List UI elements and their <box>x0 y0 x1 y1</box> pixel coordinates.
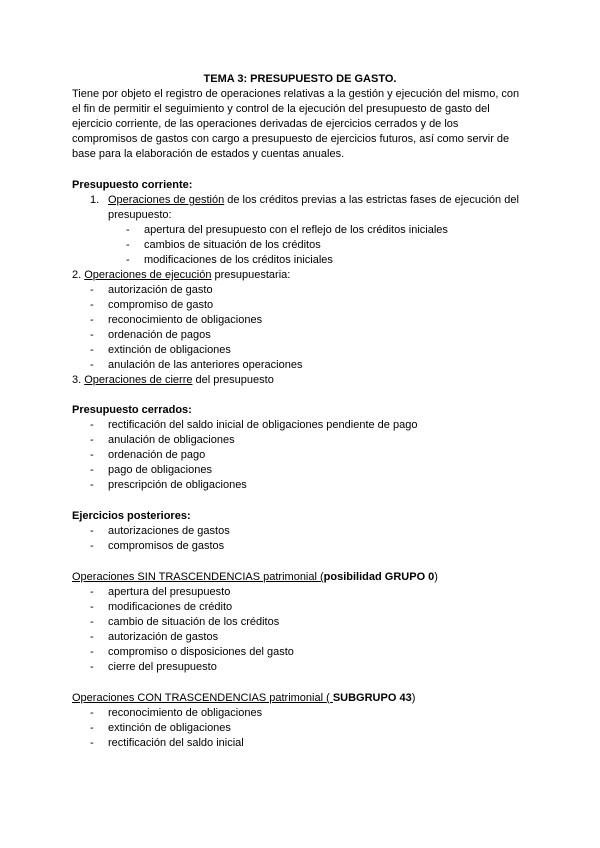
dash-bullet: - <box>90 359 94 371</box>
item-text: reconocimiento de obligaciones <box>108 314 263 326</box>
bold-term: SUBGRUPO 43 <box>332 692 412 704</box>
list-number: 1. <box>90 194 100 206</box>
item-text: cambio de situación de los créditos <box>108 616 280 628</box>
intro-line: ejercicio corriente, de las operaciones derivadas de ejercicios cerrados y de los <box>72 118 459 130</box>
item-text: extinción de obligaciones <box>108 344 231 356</box>
item-text: reconocimiento de obligaciones <box>108 707 263 719</box>
dash-bullet: - <box>90 631 94 643</box>
closing-paren: ) <box>434 571 438 583</box>
dash-bullet: - <box>90 661 94 673</box>
item-text: compromisos de gastos <box>108 540 225 552</box>
item-text: ordenación de pago <box>108 449 206 461</box>
dash-bullet: - <box>90 601 94 613</box>
sub-item-text: cambios de situación de los créditos <box>144 239 321 251</box>
underlined-term: Operaciones de ejecución <box>84 269 212 281</box>
dash-bullet: - <box>90 314 94 326</box>
sub-item-text: apertura del presupuesto con el reflejo de los créditos iniciales <box>144 224 448 236</box>
dash-bullet: - <box>90 284 94 296</box>
item-text: pago de obligaciones <box>108 464 212 476</box>
underlined-term: Operaciones CON TRASCENDENCIAS patrimonial ( <box>72 692 333 704</box>
intro-line: el fin de permitir el seguimiento y control de la ejecución del presupuesto de gasto del <box>72 103 490 115</box>
dash-bullet: - <box>90 586 94 598</box>
item-text: modificaciones de crédito <box>108 601 233 613</box>
item-text: prescripción de obligaciones <box>108 479 247 491</box>
heading-ejercicios-posteriores: Ejercicios posteriores: <box>72 510 191 522</box>
dash-bullet: - <box>90 525 94 537</box>
dash-bullet: - <box>90 646 94 658</box>
list-number: 2. <box>72 269 82 281</box>
list-item-operaciones-gestion <box>108 193 519 208</box>
list-item-operaciones-ejecucion <box>72 268 290 283</box>
intro-line: Tiene por objeto el registro de operaciones relativas a la gestión y ejecución del mismo, con <box>72 88 520 100</box>
item-text: cierre del presupuesto <box>108 661 217 673</box>
bold-term: posibilidad GRUPO 0 <box>323 571 435 583</box>
item-text: autorizaciones de gastos <box>108 525 230 537</box>
intro-line: base para la elaboración de estados y cuentas anuales. <box>72 148 345 160</box>
dash-bullet: - <box>90 464 94 476</box>
heading-presupuesto-corriente: Presupuesto corriente: <box>72 179 193 191</box>
dash-bullet: - <box>90 737 94 749</box>
intro-paragraph <box>72 87 532 162</box>
item-text: autorización de gasto <box>108 284 213 296</box>
dash-bullet: - <box>90 329 94 341</box>
list-item-operaciones-cierre <box>72 373 274 388</box>
heading-operaciones-sin-trascendencia <box>72 570 438 585</box>
sub-item-text: modificaciones de los créditos iniciales <box>144 254 333 266</box>
dash-bullet: - <box>90 434 94 446</box>
dash-bullet: - <box>126 239 130 251</box>
underlined-term: Operaciones de gestión <box>108 194 225 206</box>
dash-bullet: - <box>90 449 94 461</box>
dash-bullet: - <box>90 707 94 719</box>
dash-bullet: - <box>90 419 94 431</box>
item-text: apertura del presupuesto <box>108 586 231 598</box>
dash-bullet: - <box>90 299 94 311</box>
list-number: 3. <box>72 374 82 386</box>
item-text: ordenación de pagos <box>108 329 211 341</box>
item-text: extinción de obligaciones <box>108 722 231 734</box>
item-text: del presupuesto <box>192 374 274 386</box>
item-text: rectificación del saldo inicial <box>108 737 244 749</box>
heading-presupuesto-cerrados: Presupuesto cerrados: <box>72 404 192 416</box>
dash-bullet: - <box>90 616 94 628</box>
intro-line: compromisos de gastos con cargo a presupuesto de ejercicios futuros, así como servir de <box>72 133 510 145</box>
item-text: compromiso de gasto <box>108 299 214 311</box>
item-text: anulación de obligaciones <box>108 434 235 446</box>
item-text: de los créditos previas a las estrictas fases de ejecución del <box>224 194 519 206</box>
page-title: TEMA 3: PRESUPUESTO DE GASTO. <box>203 73 397 85</box>
item-text: compromiso o disposiciones del gasto <box>108 646 294 658</box>
dash-bullet: - <box>126 254 130 266</box>
item-text: rectificación del saldo inicial de obligaciones pendiente de pago <box>108 419 418 431</box>
dash-bullet: - <box>90 722 94 734</box>
underlined-term: Operaciones de cierre <box>84 374 193 386</box>
item-text: autorización de gastos <box>108 631 219 643</box>
item-text: presupuestaria: <box>211 269 291 281</box>
list-item-continuation: presupuesto: <box>108 209 172 221</box>
closing-paren: ) <box>411 692 416 704</box>
dash-bullet: - <box>90 344 94 356</box>
dash-bullet: - <box>90 479 94 491</box>
item-text: anulación de las anteriores operaciones <box>108 359 303 371</box>
underlined-term: Operaciones SIN TRASCENDENCIAS patrimonial ( <box>72 571 324 583</box>
dash-bullet: - <box>126 224 130 236</box>
dash-bullet: - <box>90 540 94 552</box>
heading-operaciones-con-trascendencia <box>72 691 415 706</box>
